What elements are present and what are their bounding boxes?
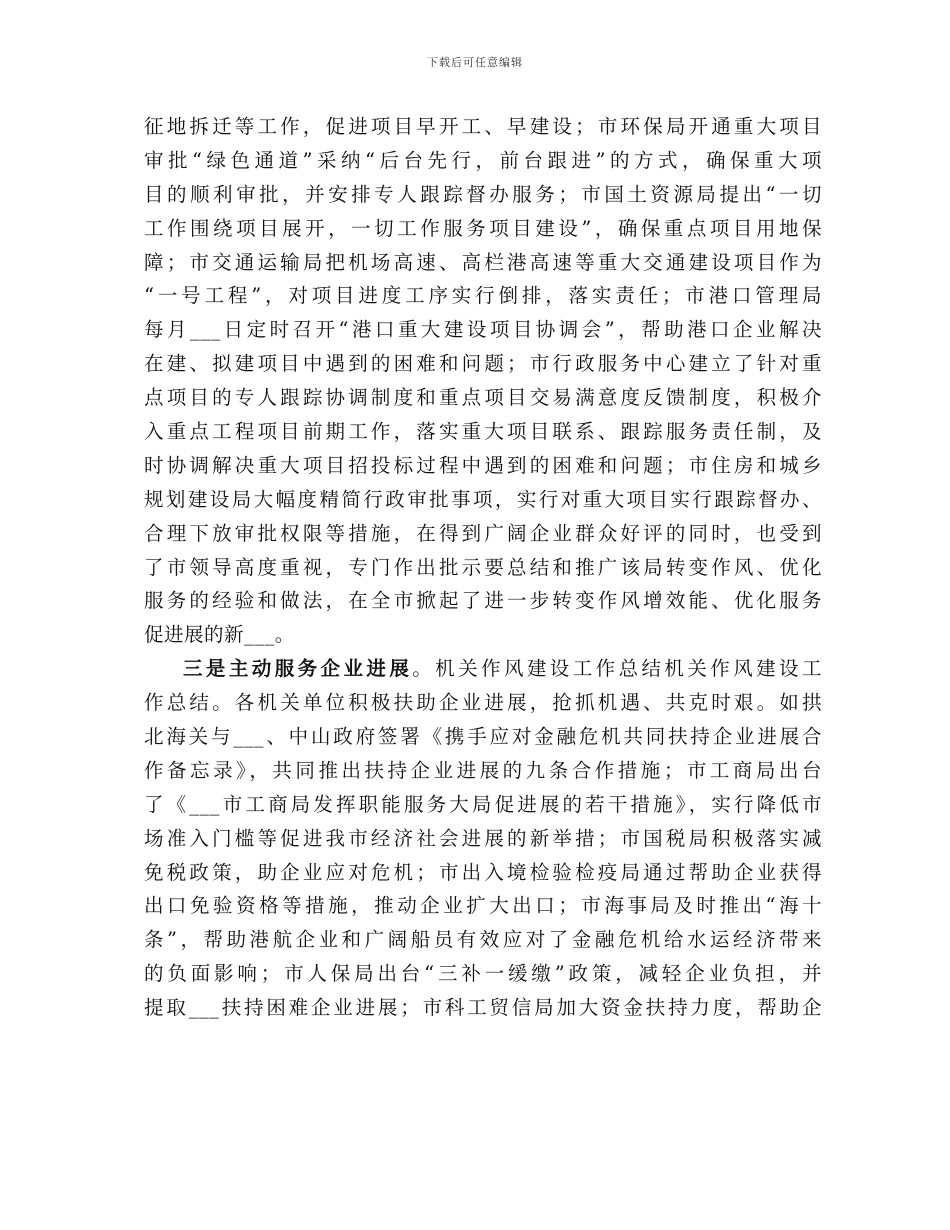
text-line: 审批“绿色通道”采纳“后台先行，前台跟进”的方式，确保重大项: [144, 148, 822, 172]
text-line: “一号工程”，对项目进度工序实行倒排，落实责任；市港口管理局: [144, 284, 822, 308]
text-line: 在建、拟建项目中遇到的困难和问题；市行政服务中心建立了针对重: [144, 352, 822, 376]
body-text: [144, 110, 822, 1025]
text-line: 作总结。各机关单位积极扶助企业进展，抢抓机遇、共克时艰。如拱: [144, 691, 822, 715]
text-line: 条”，帮助港航企业和广阔船员有效应对了金融危机给水运经济带来: [144, 928, 822, 952]
text-line: 目的顺利审批，并安排专人跟踪督办服务；市国土资源局提出“一切: [144, 182, 822, 206]
text-line: 每月___日定时召开“港口重大建设项目协调会”，帮助港口企业解决: [144, 318, 822, 342]
text-line: 作备忘录》，共同推出扶持企业进展的九条合作措施；市工商局出台: [144, 758, 822, 782]
text-line: 工作围绕项目展开，一切工作服务项目建设”，确保重点项目用地保: [144, 216, 822, 240]
text-line: 了市领导高度重视，专门作出批示要总结和推广该局转变作风、优化: [144, 555, 822, 579]
text-line-first: [144, 652, 822, 686]
text-line: 了《___市工商局发挥职能服务大局促进展的若干措施》，实行降低市: [144, 792, 822, 816]
text-line: 出口免验资格等措施，推动企业扩大出口；市海事局及时推出“海十: [144, 894, 822, 918]
text-line: 障；市交通运输局把机场高速、高栏港高速等重大交通建设项目作为: [144, 250, 822, 274]
text-line: 提取___扶持困难企业进展；市科工贸信局加大资金扶持力度，帮助企: [144, 996, 822, 1020]
page-header: 下载后可任意编辑: [427, 56, 523, 69]
text-line: 入重点工程项目前期工作，落实重大项目联系、跟踪服务责任制，及: [144, 420, 822, 444]
text-line: 免税政策，助企业应对危机；市出入境检验检疫局通过帮助企业获得: [144, 860, 822, 884]
text-line: 点项目的专人跟踪协调制度和重点项目交易满意度反馈制度，积极介: [144, 386, 822, 410]
paragraph-lead-rest: 。机关作风建设工作总结机关作风建设工: [412, 657, 822, 681]
text-line: 促进展的新___。: [144, 623, 295, 647]
paragraph-lead-bold: 三是主动服务企业进展: [183, 657, 413, 681]
text-line: 的负面影响；市人保局出台“三补一缓缴”政策，减轻企业负担，并: [144, 962, 822, 986]
text-line: 北海关与___、中山政府签署《携手应对金融危机共同扶持企业进展合: [144, 725, 822, 749]
text-line: 规划建设局大幅度精简行政审批事项，实行对重大项目实行跟踪督办、: [144, 487, 822, 511]
paragraph-2: [144, 652, 822, 1025]
text-line: 场准入门槛等促进我市经济社会进展的新举措；市国税局积极落实减: [144, 826, 822, 850]
text-line: 征地拆迁等工作，促进项目早开工、早建设；市环保局开通重大项目: [144, 115, 822, 138]
paragraph-1: [144, 110, 822, 652]
text-line: 合理下放审批权限等措施，在得到广阔企业群众好评的同时，也受到: [144, 521, 822, 545]
text-line: 时协调解决重大项目招投标过程中遇到的困难和问题；市住房和城乡: [144, 453, 822, 477]
text-line: 服务的经验和做法，在全市掀起了进一步转变作风增效能、优化服务: [144, 589, 822, 613]
